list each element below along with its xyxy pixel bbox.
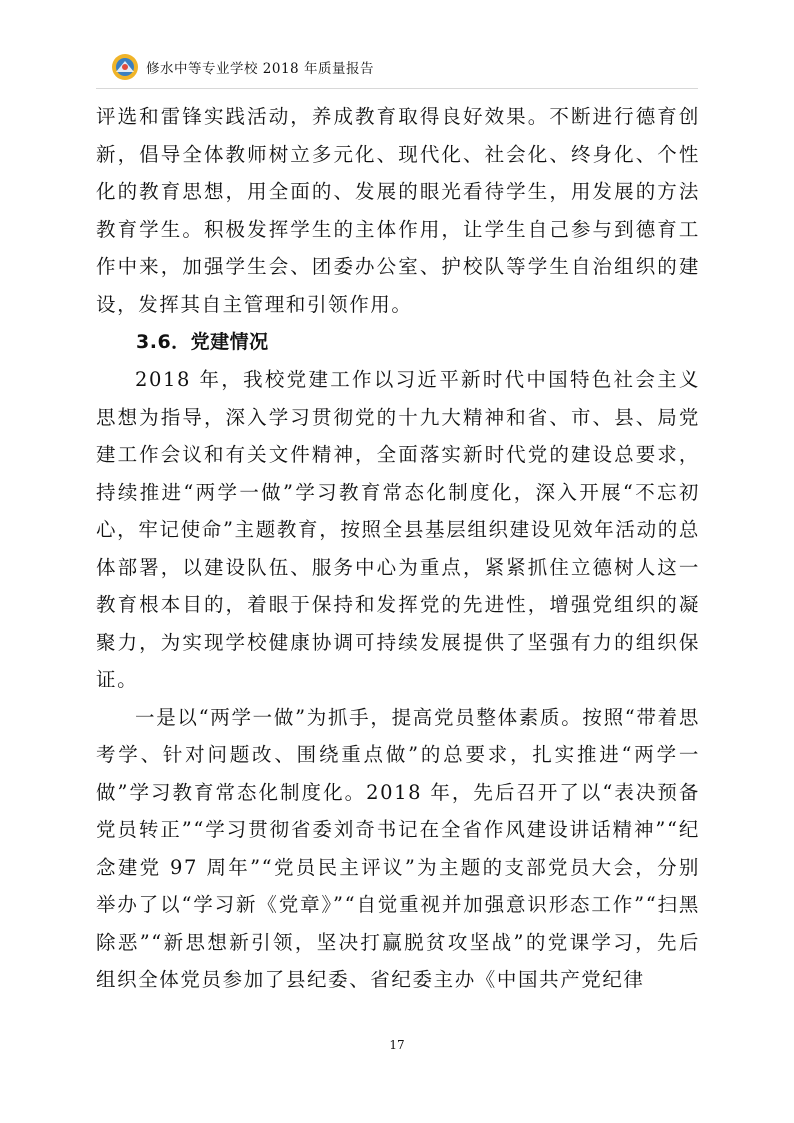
paragraph-party-building: 2018 年，我校党建工作以习近平新时代中国特色社会主义思想为指导，深入学习贯彻党的十九大精神和省、市、县、局党建工作会议和有关文件精神，全面落实新时代党的建设总要求，持续推进“两学一做”学习教育常态化制度化，深入开展“不忘初心，牢记使命”主题教育，按照全县基层组织建设见效年活动的总体部署，以建设队伍、服务中心为重点，紧紧抓住立德树人这一教育根本目的，着眼于保持和发挥党的先进性，增强党组织的凝聚力，为实现学校健康协调可持续发展提供了坚强有力的组织保证。 bbox=[96, 368, 700, 691]
header-title: 修水中等专业学校 2018 年质量报告 bbox=[146, 61, 374, 77]
section-heading: 3.6．党建情况 bbox=[136, 331, 269, 353]
document-body bbox=[96, 98, 700, 999]
page-header bbox=[110, 50, 710, 86]
page-number: 17 bbox=[389, 1038, 405, 1052]
paragraph-moral-education: 评选和雷锋实践活动，养成教育取得良好效果。不断进行德育创新，倡导全体教师树立多元化、现代化、社会化、终身化、个性化的教育思想，用全面的、发展的眼光看待学生，用发展的方法教育学生。积极发挥学生的主体作用，让学生自己参与到德育工作中来，加强学生会、团委办公室、护校队等学生自治组织的建设，发挥其自主管理和引领作用。 bbox=[96, 105, 700, 316]
school-logo-icon bbox=[110, 52, 140, 82]
header-divider bbox=[96, 88, 698, 89]
paragraph-two-studies: 一是以“两学一做”为抓手，提高党员整体素质。按照“带着思考学、针对问题改、围绕重点做”的总要求，扎实推进“两学一做”学习教育常态化制度化。2018 年，先后召开了以“表决预备党员转正”“学习贯彻省委刘奇书记在全省作风建设讲话精神”“纪念建党 97 周年”“党员民主评议”为主题的支部党员大会，分别举办了以“学习新《党章》”“自觉重视并加强意识形态工作”“扫黑除恶”“新思想新引领，坚决打赢脱贫攻坚战”的党课学习，先后组织全体党员参加了县纪委、省纪委主办《中国共产党纪律 bbox=[96, 705, 700, 991]
